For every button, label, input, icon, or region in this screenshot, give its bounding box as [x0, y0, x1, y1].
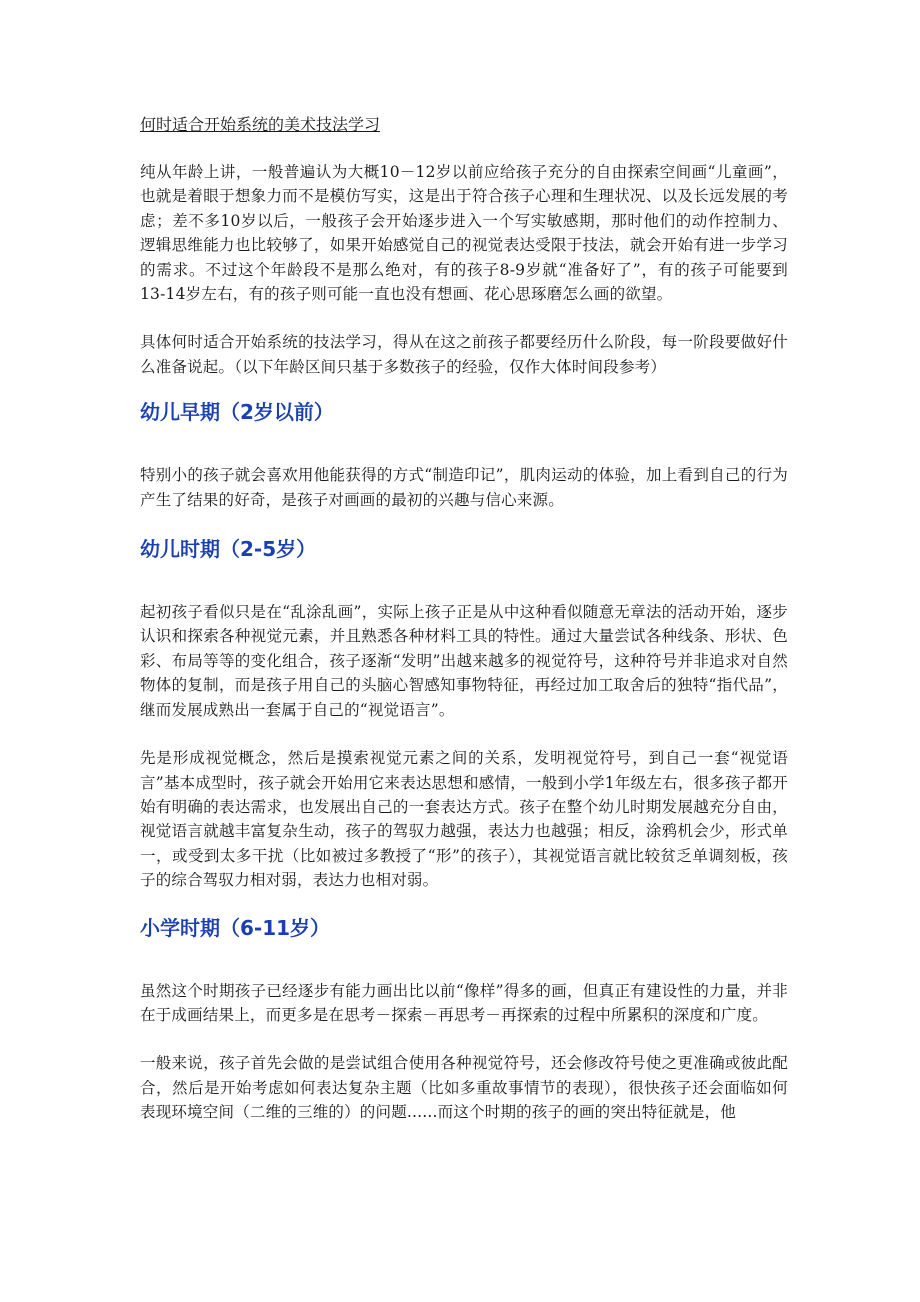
- section-1-paragraph-1: 特别小的孩子就会喜欢用他能获得的方式“制造印记”，肌肉运动的体验，加上看到自己的行为产生了结果的好奇，是孩子对画画的最初的兴趣与信心来源。: [140, 466, 788, 509]
- section-3-paragraph-1: 虽然这个时期孩子已经逐步有能力画出比以前“像样”得多的画，但真正有建设性的力量，并非在于成画结果上，而更多是在思考－探索－再思考－再探索的过程中所累积的深度和广度。: [140, 981, 788, 1024]
- intro-paragraph-2: 具体何时适合开始系统的技法学习，得从在这之前孩子都要经历什么阶段，每一阶段要做好什么准备说起。（以下年龄区间只基于多数孩子的经验，仅作大体时间段参考）: [140, 333, 788, 376]
- section-2-paragraph-1: 起初孩子看似只是在“乱涂乱画”，实际上孩子正是从中这种看似随意无章法的活动开始，逐步认识和探索各种视觉元素，并且熟悉各种材料工具的特性。通过大量尝试各种线条、形状、色彩、布局等等的变化组合，孩子逐渐“发明”出越来越多的视觉符号，这种符号并非追求对自然物体的复制，而是孩子用自己的头脑心智感知事物特征，再经过加工取舍后的独特“指代品”，继而发展成熟出一套属于自己的“视觉语言”。: [140, 603, 788, 719]
- section-2-paragraph-2: 先是形成视觉概念，然后是摸索视觉元素之间的关系，发明视觉符号，到自己一套“视觉语言”基本成型时，孩子就会开始用它来表达思想和感情，一般到小学1年级左右，很多孩子都开始有明确的表达需求，也发展出自己的一套表达方式。孩子在整个幼儿时期发展越充分自由，视觉语言就越丰富复杂生动，孩子的驾驭力越强，表达力也越强；相反，涂鸦机会少，形式单一，或受到太多干扰（比如被过多教授了“形”的孩子），其视觉语言就比较贫乏单调刻板，孩子的综合驾驭力相对弱，表达力也相对弱。: [140, 749, 788, 890]
- section-3-paragraph-2: 一般来说，孩子首先会做的是尝试组合使用各种视觉符号，还会修改符号使之更准确或彼此配合，然后是开始考虑如何表达复杂主题（比如多重故事情节的表现），很快孩子还会面临如何表现环境空间（二维的三维的）的问题......而这个时期的孩子的画的突出特征就是，他: [140, 1054, 788, 1122]
- document-page: [140, 112, 788, 1149]
- document-title: 何时适合开始系统的美术技法学习: [140, 115, 381, 134]
- section-heading-primary-school: 小学时期（6-11岁）: [140, 915, 331, 940]
- section-heading-toddler-period: 幼儿时期（2-5岁）: [140, 537, 317, 562]
- intro-paragraph-1: 纯从年龄上讲，一般普遍认为大概10－12岁以前应给孩子充分的自由探索空间画“儿童画”，也就是着眼于想象力而不是模仿写实，这是出于符合孩子心理和生理状况、以及长远发展的考虑；差不多10岁以后，一般孩子会开始逐步进入一个写实敏感期，那时他们的动作控制力、逻辑思维能力也比较够了，如果开始感觉自己的视觉表达受限于技法，就会开始有进一步学习的需求。不过这个年龄段不是那么绝对，有的孩子8-9岁就“准备好了”，有的孩子可能要到13-14岁左右，有的孩子则可能一直也没有想画、花心思琢磨怎么画的欲望。: [140, 163, 788, 304]
- section-heading-early-infancy: 幼儿早期（2岁以前）: [140, 400, 334, 425]
